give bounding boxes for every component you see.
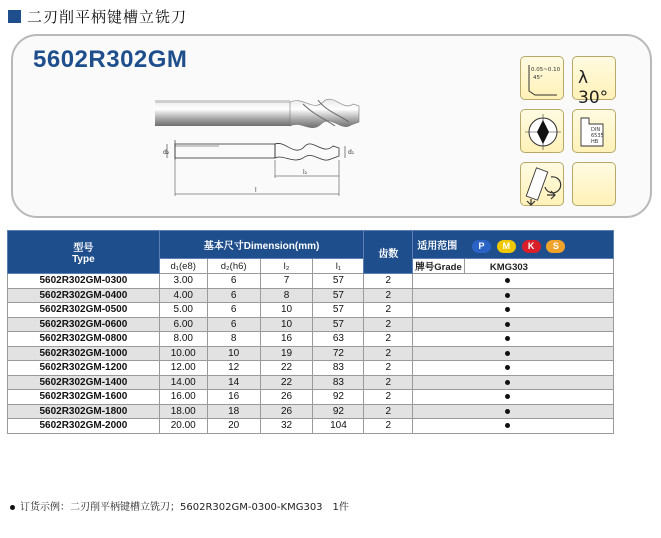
chamfer-icon bbox=[520, 56, 564, 100]
row-l1: 63 bbox=[313, 332, 364, 347]
row-d1: 16.00 bbox=[159, 390, 207, 405]
row-d2: 14 bbox=[207, 375, 260, 390]
helix-angle-icon bbox=[572, 56, 616, 108]
row-l2: 10 bbox=[260, 317, 313, 332]
row-l1: 57 bbox=[313, 274, 364, 289]
table-row bbox=[8, 332, 614, 347]
header-square-icon bbox=[8, 10, 21, 23]
row-teeth: 2 bbox=[364, 346, 413, 361]
row-l1: 57 bbox=[313, 288, 364, 303]
availability-dot-icon bbox=[505, 394, 510, 399]
availability-dot-icon bbox=[505, 380, 510, 385]
row-teeth: 2 bbox=[364, 317, 413, 332]
end-cut-icon bbox=[520, 109, 564, 153]
row-model: 5602R302GM-0500 bbox=[8, 303, 160, 318]
availability-dot-icon bbox=[505, 423, 510, 428]
product-panel bbox=[11, 34, 652, 218]
row-grade-availability bbox=[413, 390, 614, 405]
row-l2: 22 bbox=[260, 375, 313, 390]
bullet-icon bbox=[10, 505, 15, 510]
row-l1: 57 bbox=[313, 317, 364, 332]
row-model: 5602R302GM-1400 bbox=[8, 375, 160, 390]
row-teeth: 2 bbox=[364, 274, 413, 289]
availability-dot-icon bbox=[505, 322, 510, 327]
row-d1: 3.00 bbox=[159, 274, 207, 289]
row-d1: 10.00 bbox=[159, 346, 207, 361]
tool-drawing bbox=[163, 136, 373, 204]
row-model: 5602R302GM-1000 bbox=[8, 346, 160, 361]
col-grade-label: 牌号Grade bbox=[413, 259, 465, 273]
row-grade-availability bbox=[413, 288, 614, 303]
row-l1: 57 bbox=[313, 303, 364, 318]
row-d1: 8.00 bbox=[159, 332, 207, 347]
row-d2: 6 bbox=[207, 288, 260, 303]
row-l2: 7 bbox=[260, 274, 313, 289]
table-row bbox=[8, 390, 614, 405]
material-p-badge: P bbox=[472, 240, 491, 253]
availability-dot-icon bbox=[505, 351, 510, 356]
table-row bbox=[8, 274, 614, 289]
row-d2: 16 bbox=[207, 390, 260, 405]
col-teeth-header: 齿数 bbox=[364, 231, 413, 274]
row-grade-availability bbox=[413, 317, 614, 332]
row-d1: 6.00 bbox=[159, 317, 207, 332]
row-d2: 18 bbox=[207, 404, 260, 419]
table-row bbox=[8, 288, 614, 303]
chamfer-angle: 45° bbox=[533, 75, 543, 81]
table-row bbox=[8, 317, 614, 332]
row-l2: 10 bbox=[260, 303, 313, 318]
row-model: 5602R302GM-0300 bbox=[8, 274, 160, 289]
row-d2: 6 bbox=[207, 274, 260, 289]
row-l1: 72 bbox=[313, 346, 364, 361]
row-teeth: 2 bbox=[364, 375, 413, 390]
table-row bbox=[8, 404, 614, 419]
col-model-en: Type bbox=[72, 254, 95, 265]
row-l1: 83 bbox=[313, 361, 364, 376]
col-d2: d₂(h6) bbox=[207, 259, 260, 274]
row-l1: 92 bbox=[313, 390, 364, 405]
availability-dot-icon bbox=[505, 409, 510, 414]
row-teeth: 2 bbox=[364, 361, 413, 376]
l-label: l bbox=[255, 187, 257, 194]
blank-icon bbox=[572, 162, 616, 206]
row-d2: 6 bbox=[207, 303, 260, 318]
col-model-cn: 型号 bbox=[73, 243, 94, 254]
spec-table bbox=[7, 230, 614, 434]
row-l2: 22 bbox=[260, 361, 313, 376]
row-l2: 26 bbox=[260, 390, 313, 405]
col-d1: d₁(e8) bbox=[159, 259, 207, 274]
row-teeth: 2 bbox=[364, 404, 413, 419]
table-row bbox=[8, 303, 614, 318]
row-teeth: 2 bbox=[364, 303, 413, 318]
row-d2: 12 bbox=[207, 361, 260, 376]
row-l1: 92 bbox=[313, 404, 364, 419]
table-row bbox=[8, 346, 614, 361]
table-row bbox=[8, 361, 614, 376]
order-example-text: 订货示例：二刃削平柄键槽立铣刀；5602R302GM-0300-KMG303 1件 bbox=[20, 502, 349, 513]
material-k-badge: K bbox=[522, 240, 541, 253]
row-l1: 83 bbox=[313, 375, 364, 390]
row-l2: 26 bbox=[260, 404, 313, 419]
availability-dot-icon bbox=[505, 293, 510, 298]
row-l2: 32 bbox=[260, 419, 313, 434]
product-model: 5602R302GM bbox=[33, 46, 188, 73]
availability-dot-icon bbox=[505, 278, 510, 283]
grade-header bbox=[413, 259, 614, 274]
row-teeth: 2 bbox=[364, 288, 413, 303]
material-s-badge: S bbox=[546, 240, 565, 253]
chamfer-value: 0.05~0.10 bbox=[531, 67, 561, 73]
l2-label: l₂ bbox=[303, 169, 308, 176]
col-range-header bbox=[413, 231, 614, 259]
row-d1: 20.00 bbox=[159, 419, 207, 434]
table-body bbox=[8, 274, 614, 434]
row-l1: 104 bbox=[313, 419, 364, 434]
row-model: 5602R302GM-2000 bbox=[8, 419, 160, 434]
row-d2: 10 bbox=[207, 346, 260, 361]
row-d1: 5.00 bbox=[159, 303, 207, 318]
section-title: 二刃削平柄键槽立铣刀 bbox=[27, 7, 188, 26]
row-grade-availability bbox=[413, 361, 614, 376]
d2-label: d₂ bbox=[163, 149, 170, 156]
shank-num: 6535 bbox=[591, 133, 604, 139]
row-d1: 12.00 bbox=[159, 361, 207, 376]
table-row bbox=[8, 419, 614, 434]
row-d2: 6 bbox=[207, 317, 260, 332]
row-teeth: 2 bbox=[364, 390, 413, 405]
row-l2: 8 bbox=[260, 288, 313, 303]
tool-photo bbox=[153, 92, 368, 136]
row-d2: 20 bbox=[207, 419, 260, 434]
col-l2: l₂ bbox=[260, 259, 313, 274]
availability-dot-icon bbox=[505, 336, 510, 341]
row-grade-availability bbox=[413, 346, 614, 361]
row-grade-availability bbox=[413, 274, 614, 289]
cutting-direction-icon bbox=[520, 162, 564, 206]
row-teeth: 2 bbox=[364, 419, 413, 434]
row-model: 5602R302GM-0600 bbox=[8, 317, 160, 332]
col-dims-header: 基本尺寸Dimension(mm) bbox=[159, 231, 364, 259]
table-row bbox=[8, 375, 614, 390]
row-model: 5602R302GM-1200 bbox=[8, 361, 160, 376]
row-l2: 19 bbox=[260, 346, 313, 361]
row-d1: 18.00 bbox=[159, 404, 207, 419]
row-model: 5602R302GM-0400 bbox=[8, 288, 160, 303]
availability-dot-icon bbox=[505, 365, 510, 370]
row-d1: 14.00 bbox=[159, 375, 207, 390]
order-example-note bbox=[10, 498, 349, 513]
material-m-badge: M bbox=[497, 240, 516, 253]
row-grade-availability bbox=[413, 419, 614, 434]
section-header bbox=[8, 6, 187, 26]
row-teeth: 2 bbox=[364, 332, 413, 347]
d1-label: d₁ bbox=[348, 149, 355, 156]
row-l2: 16 bbox=[260, 332, 313, 347]
row-model: 5602R302GM-1800 bbox=[8, 404, 160, 419]
row-d2: 8 bbox=[207, 332, 260, 347]
row-model: 5602R302GM-0800 bbox=[8, 332, 160, 347]
grade-name: KMG303 bbox=[489, 262, 528, 273]
row-d1: 4.00 bbox=[159, 288, 207, 303]
row-grade-availability bbox=[413, 303, 614, 318]
col-model-header bbox=[8, 231, 160, 274]
row-grade-availability bbox=[413, 404, 614, 419]
row-grade-availability bbox=[413, 375, 614, 390]
shank-standard-icon bbox=[572, 109, 616, 153]
shank-type: HB bbox=[591, 139, 599, 145]
col-range-label: 适用范围 bbox=[417, 240, 458, 252]
helix-angle-label: λ 30° bbox=[578, 68, 609, 108]
shank-std: DIN bbox=[591, 127, 601, 133]
row-model: 5602R302GM-1600 bbox=[8, 390, 160, 405]
availability-dot-icon bbox=[505, 307, 510, 312]
col-l1: l₁ bbox=[313, 259, 364, 274]
row-grade-availability bbox=[413, 332, 614, 347]
